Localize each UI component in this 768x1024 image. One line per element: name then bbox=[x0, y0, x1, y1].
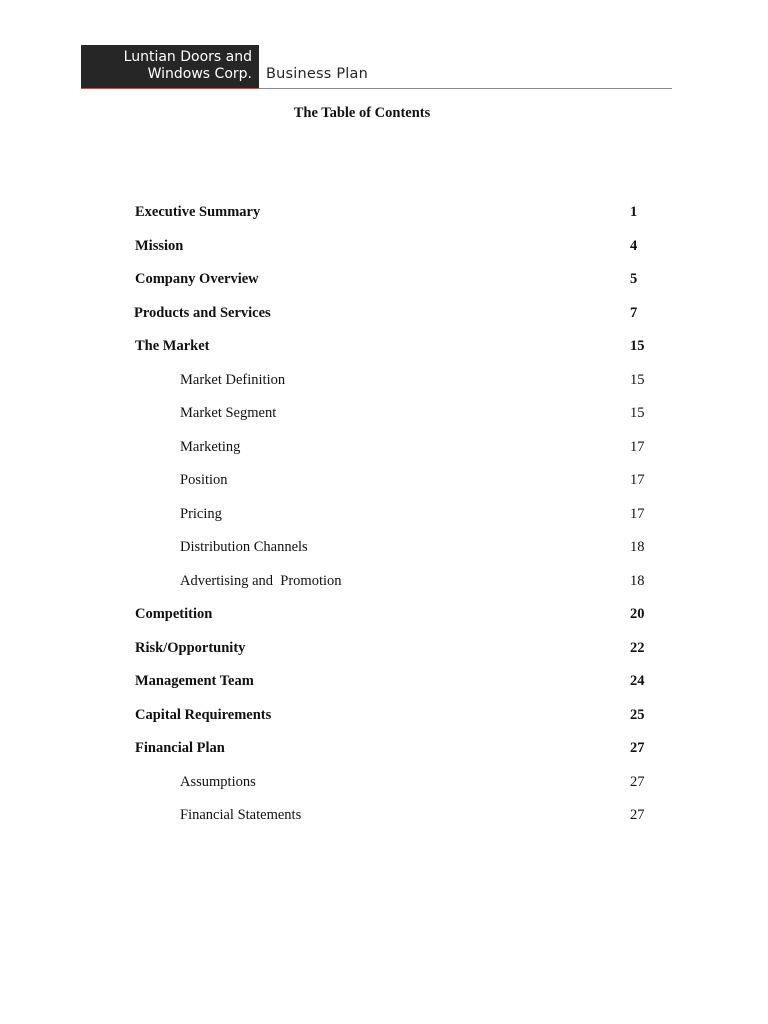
toc-entry bbox=[134, 707, 647, 741]
toc-subentry-page: 27 bbox=[630, 807, 645, 823]
toc-subentry-label: Financial Statements bbox=[180, 807, 302, 823]
toc-subentry-page: 15 bbox=[630, 371, 645, 388]
toc-entry-page: 20 bbox=[630, 606, 645, 622]
company-name-line1: Luntian Doors and bbox=[123, 49, 252, 65]
toc-entry-label: Competition bbox=[135, 606, 213, 622]
document-header bbox=[81, 45, 672, 89]
toc-entry-page: 4 bbox=[630, 237, 638, 254]
toc-subentry-label: Assumptions bbox=[180, 773, 256, 790]
toc-subentry bbox=[134, 774, 647, 808]
toc-entry bbox=[134, 305, 647, 339]
toc-entry-page: 24 bbox=[630, 673, 645, 689]
toc-entry-label: The Market bbox=[135, 338, 210, 354]
toc-subentry bbox=[134, 472, 647, 506]
toc-entry-page: 7 bbox=[630, 304, 638, 321]
toc-entry bbox=[134, 204, 647, 238]
header-accent-line bbox=[81, 88, 259, 89]
page-title: The Table of Contents bbox=[293, 105, 431, 121]
document-type: Business Plan bbox=[266, 66, 368, 82]
toc-subentry-page: 18 bbox=[630, 539, 645, 555]
toc-subentry bbox=[134, 506, 647, 540]
toc-entry-label: Financial Plan bbox=[135, 740, 225, 756]
toc-subentry-label: Advertising and Promotion bbox=[180, 572, 342, 589]
toc-subentry-label: Distribution Channels bbox=[180, 539, 308, 555]
toc-subentry-label: Position bbox=[180, 472, 228, 488]
toc-entry-label: Executive Summary bbox=[135, 204, 261, 220]
toc-subentry bbox=[134, 405, 647, 439]
toc-entry-page: 27 bbox=[630, 740, 645, 756]
company-name-box bbox=[81, 45, 259, 88]
toc-entry bbox=[134, 640, 647, 674]
toc-subentry-page: 15 bbox=[630, 405, 645, 421]
toc-entry-page: 25 bbox=[630, 706, 645, 723]
toc-subentry-label: Pricing bbox=[180, 505, 222, 522]
toc-subentry-label: Market Segment bbox=[180, 405, 277, 421]
toc-entry bbox=[134, 338, 647, 372]
toc-subentry bbox=[134, 807, 647, 841]
toc-subentry-label: Market Definition bbox=[180, 371, 286, 388]
toc-entry-label: Company Overview bbox=[135, 271, 259, 287]
toc-entry-label: Management Team bbox=[135, 673, 254, 689]
toc-entry-page: 5 bbox=[630, 271, 638, 287]
toc-entry bbox=[134, 740, 647, 774]
table-of-contents bbox=[134, 204, 647, 841]
toc-entry-page: 15 bbox=[630, 338, 645, 354]
toc-subentry-label: Marketing bbox=[180, 438, 241, 455]
toc-entry-label: Products and Services bbox=[134, 304, 271, 321]
toc-subentry-page: 18 bbox=[630, 572, 645, 589]
toc-subentry-page: 17 bbox=[630, 472, 645, 488]
toc-entry-page: 1 bbox=[630, 204, 638, 220]
toc-subentry-page: 27 bbox=[630, 773, 645, 790]
toc-subentry bbox=[134, 539, 647, 573]
toc-entry bbox=[134, 673, 647, 707]
toc-subentry bbox=[134, 372, 647, 406]
toc-entry bbox=[134, 238, 647, 272]
toc-entry-page: 22 bbox=[630, 639, 645, 656]
toc-entry bbox=[134, 271, 647, 305]
toc-entry bbox=[134, 606, 647, 640]
toc-entry-label: Risk/Opportunity bbox=[135, 639, 246, 656]
toc-entry-label: Mission bbox=[135, 237, 184, 254]
toc-subentry bbox=[134, 573, 647, 607]
toc-entry-label: Capital Requirements bbox=[135, 706, 272, 723]
toc-subentry bbox=[134, 439, 647, 473]
toc-subentry-page: 17 bbox=[630, 505, 645, 522]
company-name-line2: Windows Corp. bbox=[147, 66, 252, 82]
toc-subentry-page: 17 bbox=[630, 438, 645, 455]
